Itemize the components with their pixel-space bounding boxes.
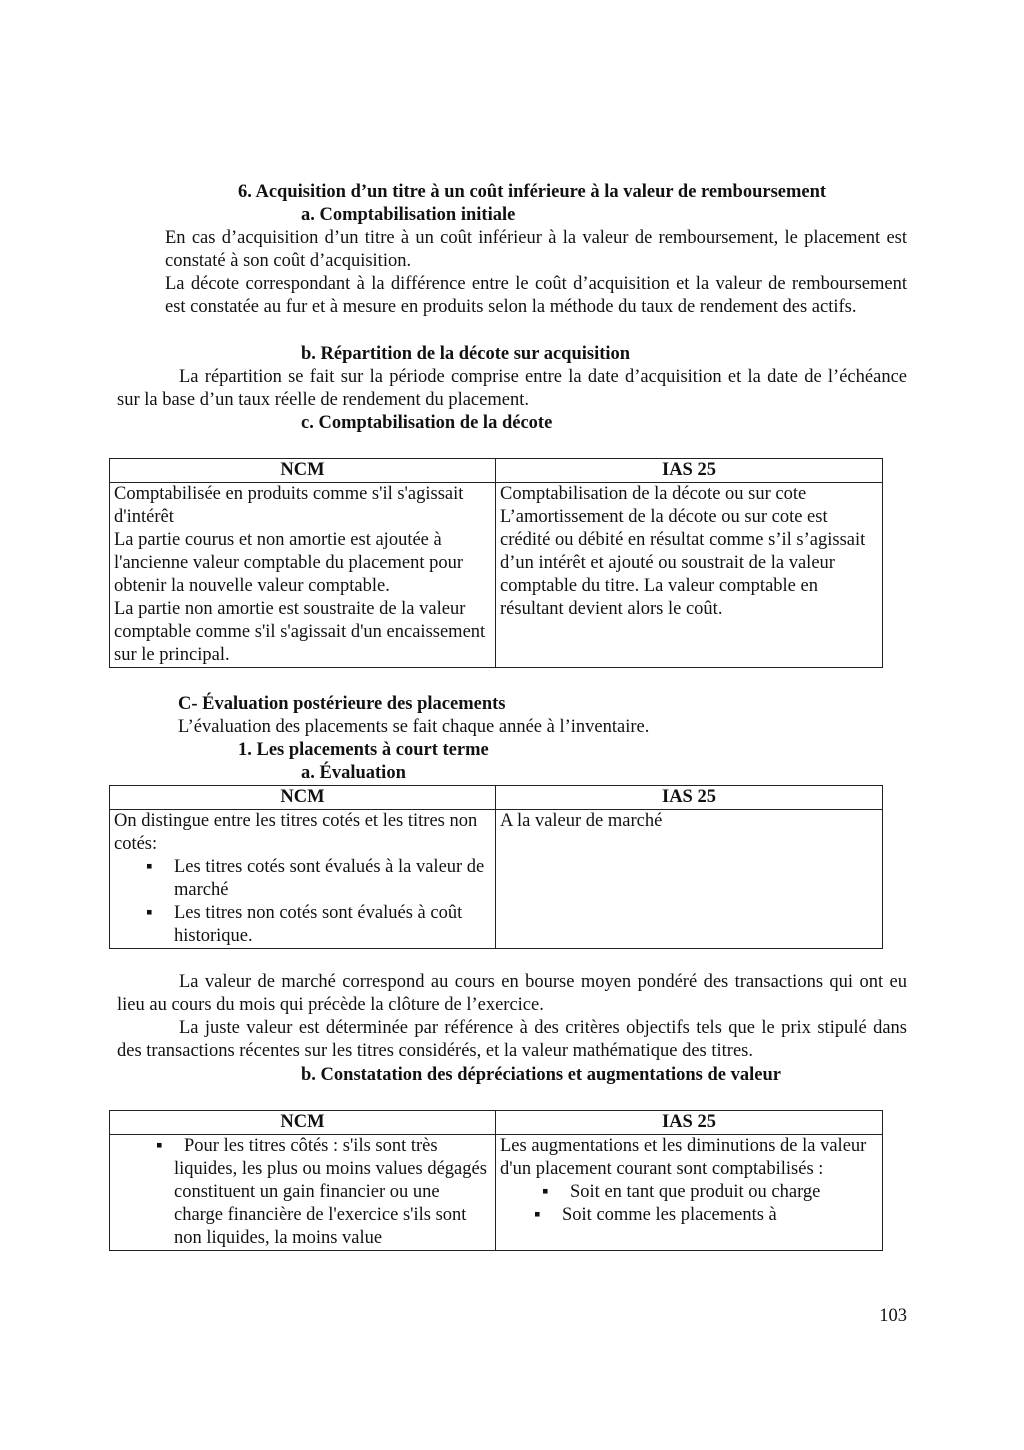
list-item: ▪ Soit en tant que produit ou charge	[562, 1181, 878, 1204]
section-6-title: 6. Acquisition d’un titre à un coût inférieure à la valeur de remboursement	[238, 182, 827, 202]
ncm-bullet-list	[114, 856, 491, 948]
ias-intro: Les augmentations et les diminutions de la valeur d'un placement courant sont comptabilisés :	[500, 1136, 867, 1179]
section-c1b-title: b. Constatation des dépréciations et augmentations de valeur	[301, 1065, 781, 1085]
ncm-cell	[110, 483, 496, 668]
ias-cell	[496, 1135, 883, 1251]
ncm-bullet-text: Pour les titres côtés : s'ils sont très liquides, les plus ou moins values dégagés constituent un gain financier ou une charge financière de l'exercice s'ils sont non liquides, la moins value	[174, 1136, 487, 1248]
table-header-row	[110, 786, 883, 810]
depreciation-table	[109, 1110, 883, 1251]
list-item: ▪ Les titres non cotés sont évalués à coût historique.	[174, 902, 491, 948]
ias-text-1: Comptabilisation de la décote ou sur cote	[500, 484, 807, 504]
ncm-cell	[110, 810, 496, 949]
header-ias: IAS 25	[496, 459, 883, 483]
evaluation-table	[109, 785, 883, 949]
market-value-paragraph: La valeur de marché correspond au cours en bourse moyen pondéré des transactions qui ont eu lieu au cours du mois qui précède la clôture de l’exercice.	[117, 972, 907, 1015]
list-item: ▪ Les titres cotés sont évalués à la valeur de marché	[174, 856, 491, 902]
header-ias: IAS 25	[496, 1111, 883, 1135]
header-ncm: NCM	[110, 459, 496, 483]
list-item: ▪ Soit comme les placements à	[562, 1204, 878, 1227]
ncm-intro: On distingue entre les titres cotés et les titres non cotés:	[114, 811, 478, 854]
section-c-intro: L’évaluation des placements se fait chaque année à l’inventaire.	[178, 717, 650, 737]
fair-value-paragraph: La juste valeur est déterminée par référence à des critères objectifs tels que le prix stipulé dans des transactions récentes sur les titres considérés, et la valeur mathématique des titres.	[117, 1018, 907, 1061]
section-6a-paragraph-1: En cas d’acquisition d’un titre à un coût inférieur à la valeur de remboursement, le placement est constaté à son coût d’acquisition.	[165, 228, 907, 271]
ncm-text-1: Comptabilisée en produits comme s'il s'agissait d'intérêt	[114, 484, 464, 527]
decote-comparison-table	[109, 458, 883, 668]
section-6c-title: c. Comptabilisation de la décote	[301, 413, 553, 433]
page-number: 103	[879, 1306, 907, 1326]
table-row	[110, 483, 883, 668]
ias-text: A la valeur de marché	[500, 811, 663, 831]
ias-cell	[496, 483, 883, 668]
ncm-bullet-list	[114, 1135, 491, 1250]
ncm-text-3: La partie non amortie est soustraite de la valeur comptable comme s'il s'agissait d'un encaissement sur le principal.	[114, 599, 486, 665]
ias-text-2: L’amortissement de la décote ou sur cote est crédité ou débité en résultat comme s’il s’agissait d’un intérêt et ajouté ou soustrait de la valeur comptable du titre. La valeur comptable en résultant devient alors le coût.	[500, 507, 866, 619]
table-row	[110, 810, 883, 949]
section-c1a-title: a. Évaluation	[301, 763, 406, 783]
table-header-row	[110, 459, 883, 483]
ncm-cell	[110, 1135, 496, 1251]
section-6b-title: b. Répartition de la décote sur acquisition	[301, 344, 631, 364]
ias-bullet-list	[500, 1181, 878, 1227]
section-c-title: C- Évaluation postérieure des placements	[178, 694, 506, 714]
section-6a-paragraph-2: La décote correspondant à la différence entre le coût d’acquisition et la valeur de remboursement est constatée au fur et à mesure en produits selon la méthode du taux de rendement des actifs.	[165, 274, 907, 317]
section-6a-title: a. Comptabilisation initiale	[301, 205, 516, 225]
table-header-row	[110, 1111, 883, 1135]
section-6b-paragraph: La répartition se fait sur la période comprise entre la date d’acquisition et la date de l’échéance sur la base d’un taux réelle de rendement du placement.	[117, 367, 907, 410]
ias-cell	[496, 810, 883, 949]
header-ncm: NCM	[110, 786, 496, 810]
header-ncm: NCM	[110, 1111, 496, 1135]
section-c1-title: 1. Les placements à court terme	[238, 740, 489, 760]
table-row	[110, 1135, 883, 1251]
header-ias: IAS 25	[496, 786, 883, 810]
list-item	[174, 1135, 491, 1250]
ncm-text-2: La partie courus et non amortie est ajoutée à l'ancienne valeur comptable du placement pour obtenir la nouvelle valeur comptable.	[114, 530, 464, 596]
